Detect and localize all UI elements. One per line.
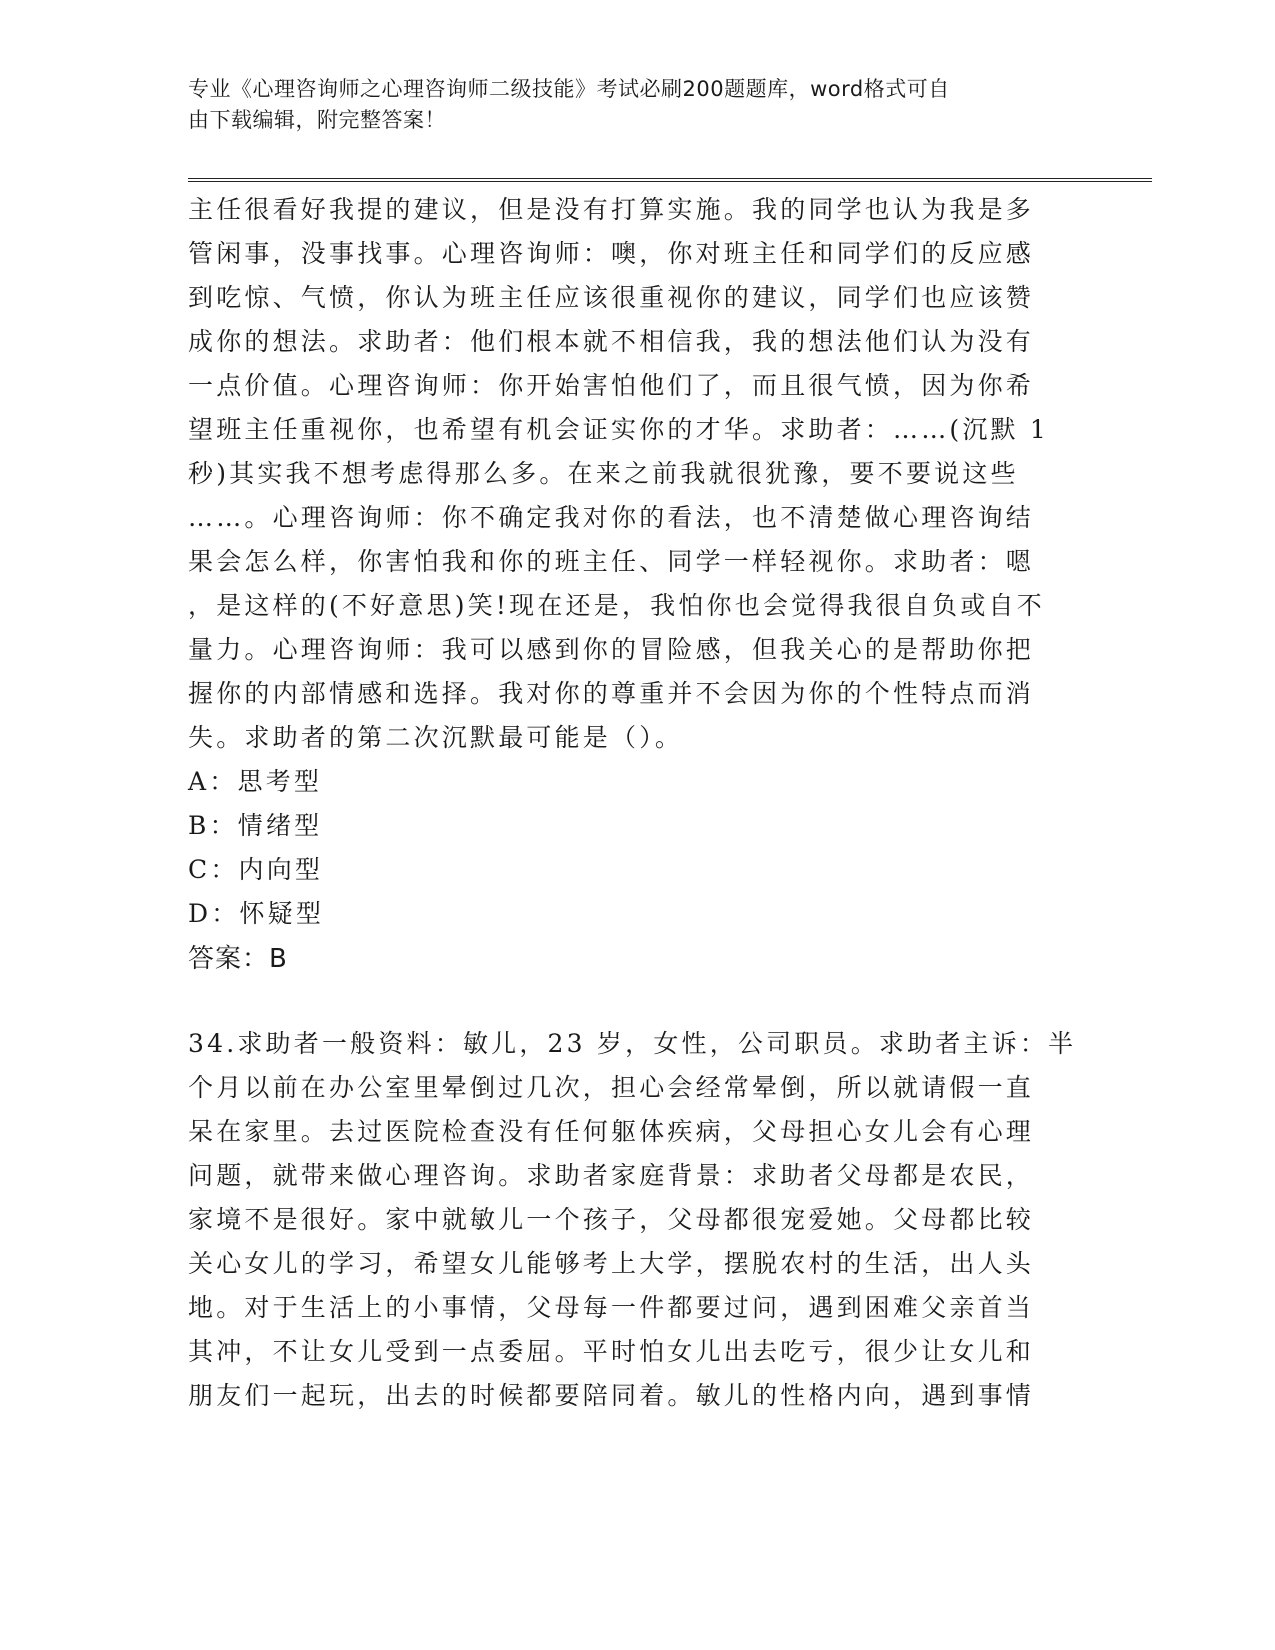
- text-line: 主任很看好我提的建议，但是没有打算实施。我的同学也认为我是多: [188, 195, 1035, 224]
- header-line-1: 专业《心理咨询师之心理咨询师二级技能》考试必刷200题题库，word格式可自: [188, 77, 950, 101]
- text-line: 握你的内部情感和选择。我对你的尊重并不会因为你的个性特点而消: [188, 679, 1035, 708]
- question-heading: 34.求助者一般资料：敏儿，23 岁，女性，公司职员。求助者主诉：半: [188, 1029, 1077, 1058]
- text-line: 一点价值。心理咨询师：你开始害怕他们了，而且很气愤，因为你希: [188, 371, 1035, 400]
- header-line-2: 由下载编辑，附完整答案！: [188, 108, 446, 132]
- text-line: 量力。心理咨询师：我可以感到你的冒险感，但我关心的是帮助你把: [188, 635, 1035, 664]
- text-line: 朋友们一起玩，出去的时候都要陪同着。敏儿的性格内向，遇到事情: [188, 1381, 1035, 1410]
- text-line: 果会怎么样，你害怕我和你的班主任、同学一样轻视你。求助者：嗯: [188, 547, 1035, 576]
- text-line: 家境不是很好。家中就敏儿一个孩子，父母都很宠爱她。父母都比较: [188, 1205, 1035, 1234]
- text-line: 望班主任重视你，也希望有机会证实你的才华。求助者：……(沉默 1: [188, 415, 1050, 444]
- text-line: 管闲事，没事找事。心理咨询师：噢，你对班主任和同学们的反应感: [188, 239, 1035, 268]
- text-line: 呆在家里。去过医院检查没有任何躯体疾病，父母担心女儿会有心理: [188, 1117, 1035, 1146]
- option-b: B：情绪型: [188, 811, 323, 840]
- text-line: ，是这样的(不好意思)笑!现在还是，我怕你也会觉得我很自负或自不: [188, 591, 1045, 620]
- text-line: 问题，就带来做心理咨询。求助者家庭背景：求助者父母都是农民，: [188, 1161, 1035, 1190]
- page-header: [188, 74, 1068, 136]
- option-c: C：内向型: [188, 855, 324, 884]
- option-d: D：怀疑型: [188, 899, 325, 928]
- text-line: 成你的想法。求助者：他们根本就不相信我，我的想法他们认为没有: [188, 327, 1035, 356]
- text-line: ……。心理咨询师：你不确定我对你的看法，也不清楚做心理咨询结: [188, 503, 1035, 532]
- answer-label: 答案：B: [188, 944, 288, 974]
- text-line: 到吃惊、气愤，你认为班主任应该很重视你的建议，同学们也应该赞: [188, 283, 1035, 312]
- text-line: 秒)其实我不想考虑得那么多。在来之前我就很犹豫，要不要说这些: [188, 459, 1019, 488]
- question-prompt: 失。求助者的第二次沉默最可能是（）。: [188, 723, 684, 752]
- text-line: 地。对于生活上的小事情，父母每一件都要过问，遇到困难父亲首当: [188, 1293, 1035, 1322]
- text-line: 个月以前在办公室里晕倒过几次，担心会经常晕倒，所以就请假一直: [188, 1073, 1035, 1102]
- option-a: A：思考型: [188, 767, 323, 796]
- text-line: 其冲，不让女儿受到一点委屈。平时怕女儿出去吃亏，很少让女儿和: [188, 1337, 1035, 1366]
- header-divider: [188, 178, 1152, 182]
- text-line: 关心女儿的学习，希望女儿能够考上大学，摆脱农村的生活，出人头: [188, 1249, 1035, 1278]
